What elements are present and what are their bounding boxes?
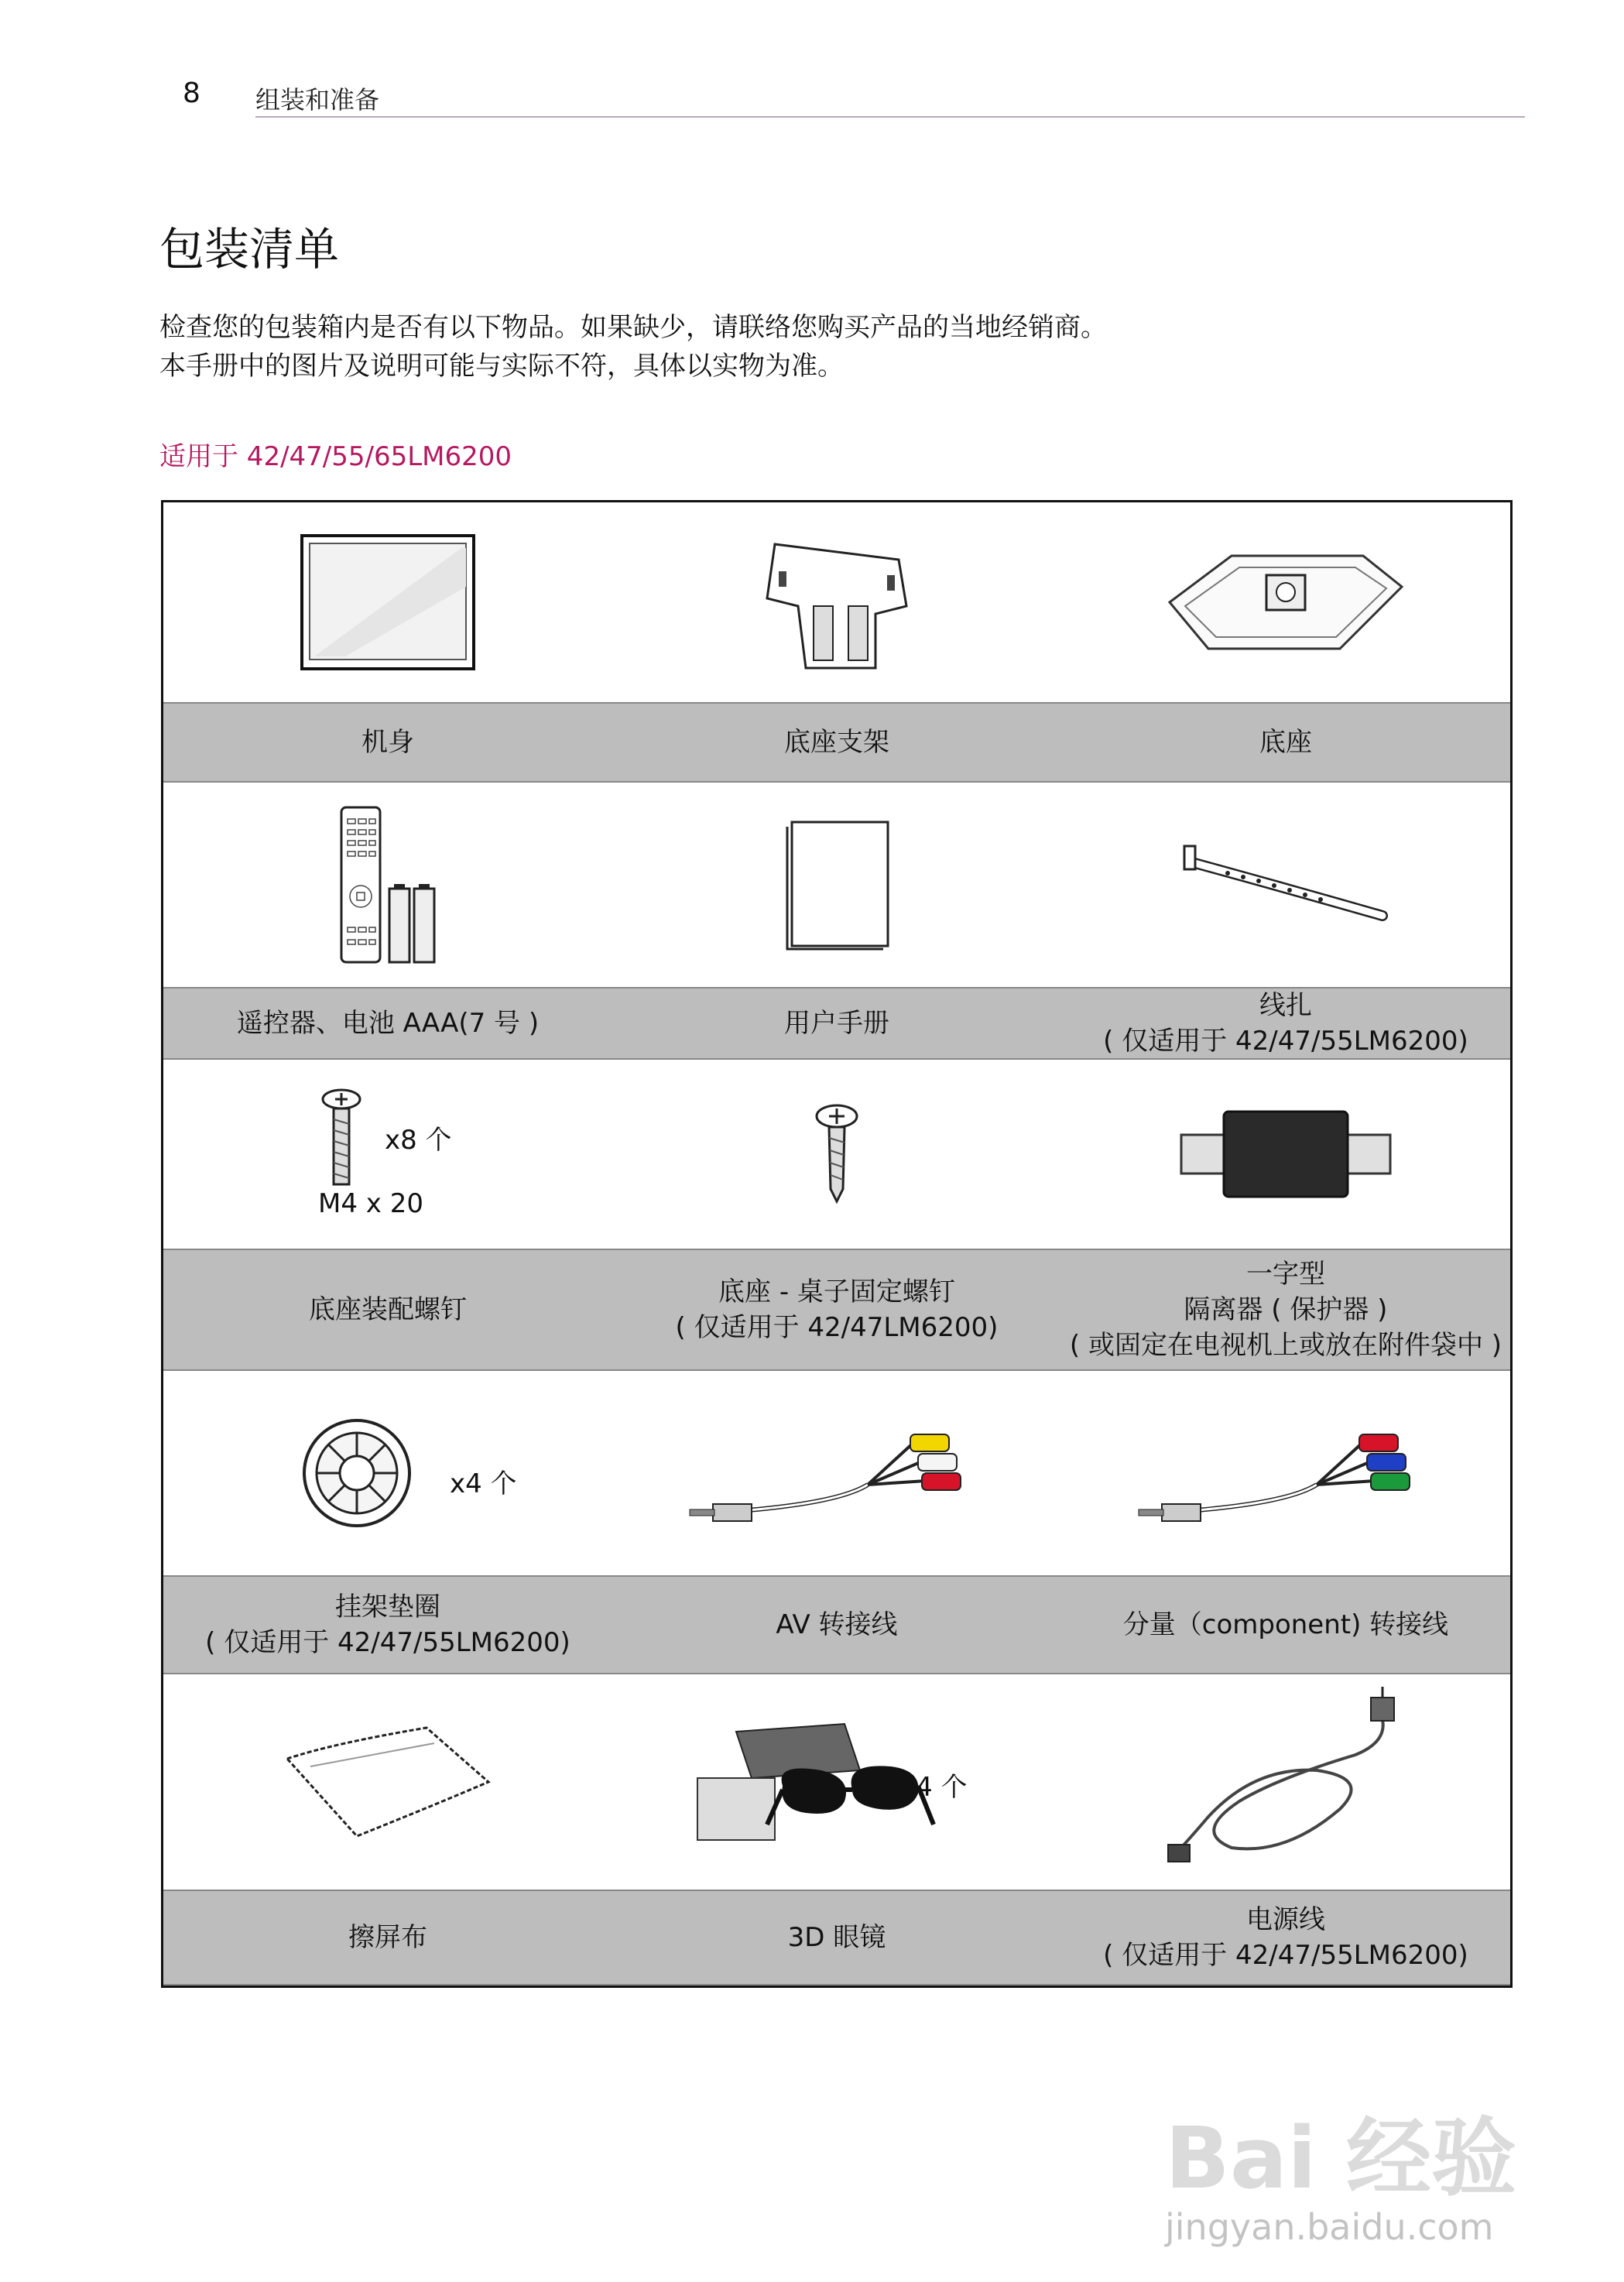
package-table [161, 500, 1513, 1988]
av-cable-icon [612, 1371, 1061, 1575]
screw-icon [163, 1060, 612, 1249]
manual-icon [612, 783, 1061, 987]
desk-screw-icon [612, 1060, 1061, 1249]
image-row [163, 502, 1510, 702]
item-label: 底座装配螺钉 [308, 1294, 467, 1325]
label-row [163, 987, 1510, 1060]
running-title: 组装和准备 [255, 85, 380, 115]
item-label: 底座支架 [783, 727, 889, 758]
cleaning-cloth-icon [163, 1674, 612, 1890]
3d-glasses-icon [612, 1674, 1061, 1890]
watermark-logo: Bai 经验 [1165, 2109, 1517, 2208]
item-label: 机身 [361, 727, 414, 758]
item-label: 擦屏布 [348, 1922, 427, 1953]
item-label: 用户手册 [783, 1008, 889, 1039]
watermark-url: jingyan.baidu.com [1165, 2206, 1494, 2248]
item-label: 线扎 ( 仅适用于 42/47/55LM6200) [1103, 990, 1468, 1057]
spacer-icon [163, 1371, 612, 1575]
item-label: AV 转接线 [776, 1609, 898, 1640]
cable-tie-icon [1061, 783, 1510, 987]
intro-line: 本手册中的图片及说明可能与实际不符，具体以实物为准。 [159, 351, 844, 382]
label-row [163, 702, 1510, 783]
power-cord-icon [1061, 1674, 1510, 1890]
quantity: x8 个 [385, 1125, 452, 1156]
image-row [163, 1674, 1510, 1890]
item-label: 一字型 隔离器 ( 保护器 ) ( 或固定在电视机上或放在附件袋中 ) [1069, 1259, 1502, 1361]
item-label: 电源线 ( 仅适用于 42/47/55LM6200) [1103, 1904, 1468, 1971]
screw-size: M4 x 20 [318, 1188, 423, 1219]
model-label: 适用于 42/47/55/65LM6200 [159, 441, 512, 472]
intro-text [159, 308, 1107, 385]
tv-body-icon [163, 502, 612, 702]
image-row [163, 1371, 1510, 1575]
header-rule [255, 116, 1525, 118]
label-row [163, 1249, 1510, 1371]
stand-base-icon [1061, 502, 1510, 702]
remote-battery-icon [163, 783, 612, 987]
item-label: 遥控器、电池 AAA(7 号 ) [236, 1008, 540, 1039]
item-label: 挂架垫圈 ( 仅适用于 42/47/55LM6200) [205, 1592, 570, 1658]
page-number: 8 [183, 77, 200, 109]
image-row [163, 1060, 1510, 1249]
item-label: 3D 眼镜 [787, 1922, 886, 1953]
item-label: 底座 [1259, 727, 1312, 758]
page-title: 包装清单 [159, 223, 340, 276]
image-row [163, 783, 1510, 987]
isolator-icon [1061, 1060, 1510, 1249]
quantity: x4 个 [450, 1468, 517, 1499]
component-cable-icon [1061, 1371, 1510, 1575]
quantity: X 4 个 [889, 1772, 968, 1803]
label-row [163, 1575, 1510, 1674]
stand-bracket-icon [612, 502, 1061, 702]
intro-line: 检查您的包装箱内是否有以下物品。如果缺少，请联络您购买产品的当地经销商。 [159, 312, 1107, 343]
label-row [163, 1890, 1510, 1986]
item-label: 分量（component) 转接线 [1122, 1609, 1449, 1640]
item-label: 底座 - 桌子固定螺钉 ( 仅适用于 42/47LM6200) [675, 1276, 999, 1343]
